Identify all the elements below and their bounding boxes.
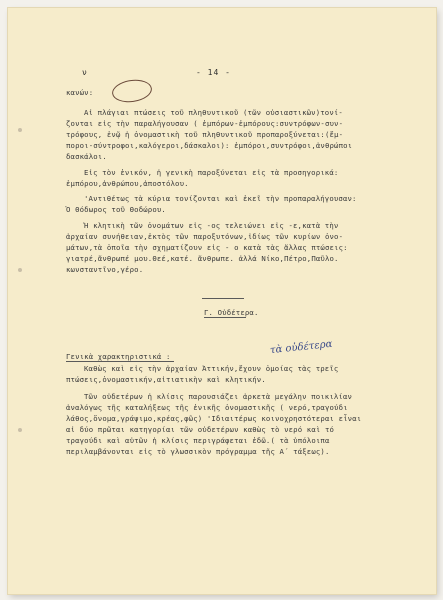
text-line: τραγούδι καὶ αὐτῶν ἡ κλίσις περιγράφεται ἐδῶ.( τὰ ὑπόλοιπα	[66, 436, 330, 445]
text-line: μάτων,τὰ ὁποῖα τὴν σχηματίζουν εἰς - ο κατὰ τὰς ἄλλας πτώσεις:	[66, 243, 348, 252]
text-line: αἱ δύο πρῶται κατηγορίαι τῶν οὐδετέρων καθὼς τὸ νερό καὶ τό	[66, 425, 335, 434]
handwritten-note: τὰ οὐδέτερα	[269, 338, 333, 357]
punch-hole-mark	[18, 128, 22, 132]
subheading-underline	[66, 361, 174, 362]
punch-hole-mark	[18, 268, 22, 272]
punch-hole-mark	[18, 428, 22, 432]
text-line: ποροι-σύντροφοι,καλόγεροι,δάσκαλοι): ἐμπόροι,συντρόφοι,ἀνθρώποι	[66, 141, 353, 150]
subheading: Γενικὰ χαρακτηριστικά :	[66, 352, 171, 361]
text-line: ἀρχαίαν συνήθειαν,ἐκτὸς τῶν παροξυτόνων,ἰδίως τῶν κυρίων ὀνο-	[66, 232, 344, 241]
text-line: Ἡ κλητικὴ τῶν ὀνομάτων εἰς -ος τελειώνει εἰς -ε,κατὰ τὴν	[84, 221, 339, 230]
text-line: Αἱ πλάγιαι πτώσεις τοῦ πληθυντικοῦ (τῶν οὐσιαστικῶν)τονί-	[84, 108, 343, 117]
heading-underline	[204, 317, 246, 318]
text-line: γιατρέ,ἄνθρωπέ μου.Θεέ,κατέ. ἄνθρωπε. ἀλλά Νίκο,Πέτρο,Παῦλο.	[66, 254, 339, 263]
text-line: πτώσεις,ὀνομαστικήν,αἰτιατικὴν καὶ κλητικήν.	[66, 375, 266, 384]
text-line: κωνσταντῖνο,γέρο.	[66, 265, 144, 274]
page-letter: ν	[82, 68, 87, 77]
page-number: - 14 -	[196, 68, 231, 77]
text-line: Ὁ Θόδωρος τοῦ Θοδώρου.	[66, 205, 166, 214]
text-line: Τῶν οὐδετέρων ἡ κλίσις παρουσιάζει ἀρκετὰ μεγάλην ποικιλίαν	[84, 392, 353, 401]
text-line: Καθὼς καὶ εἰς τὴν ἀρχαίαν Ἀττικήν,ἔχουν ὁμοίας τὰς τρεῖς	[84, 364, 339, 373]
separator-line	[202, 298, 244, 299]
text-line: δασκάλοι.	[66, 152, 107, 161]
text-line: λάθος,ὄνομα,γράψιμο,κρέας,φῶς) 'Ιδιαιτέρως κοινοχρηστότεραι εἶναι	[66, 414, 362, 423]
text-line: 'Αντιθέτως τὰ κύρια τονίζονται καὶ ἐκεῖ τὴν προπαραλήγουσαν:	[84, 194, 357, 203]
text-line: ἐμπόρου,ἀνθρώπου,ἀποστόλου.	[66, 179, 189, 188]
text-line: περιλαμβάνονται εἰς τὸ γλωσσικὸν πρόγραμμα τῆς Α΄ τάξεως).	[66, 447, 330, 456]
text-line: ἀναλόγως τῆς καταλήξεως τῆς ἑνικῆς ὀνομαστικῆς ( νερό,τραγούδι	[66, 403, 348, 412]
section-heading: Γ. Οὐδέτερα.	[204, 308, 259, 317]
text-line: τρόφους, ἐνῷ ἡ ὀνομαστικὴ τοῦ πληθυντικοῦ προπαροξύνεται:(ἔμ-	[66, 130, 344, 139]
text-line: ζονται εἰς τὴν παραλήγουσαν ( ἐμπόρων-ἐμπόρους:συντρόφων-συν-	[66, 119, 344, 128]
text-line: Εἰς τὸν ἑνικόν, ἡ γενικὴ παροξύνεται εἰς τὰ προσηγορικά:	[84, 168, 339, 177]
document-page	[8, 8, 436, 594]
text-line: κανών:	[66, 88, 94, 97]
